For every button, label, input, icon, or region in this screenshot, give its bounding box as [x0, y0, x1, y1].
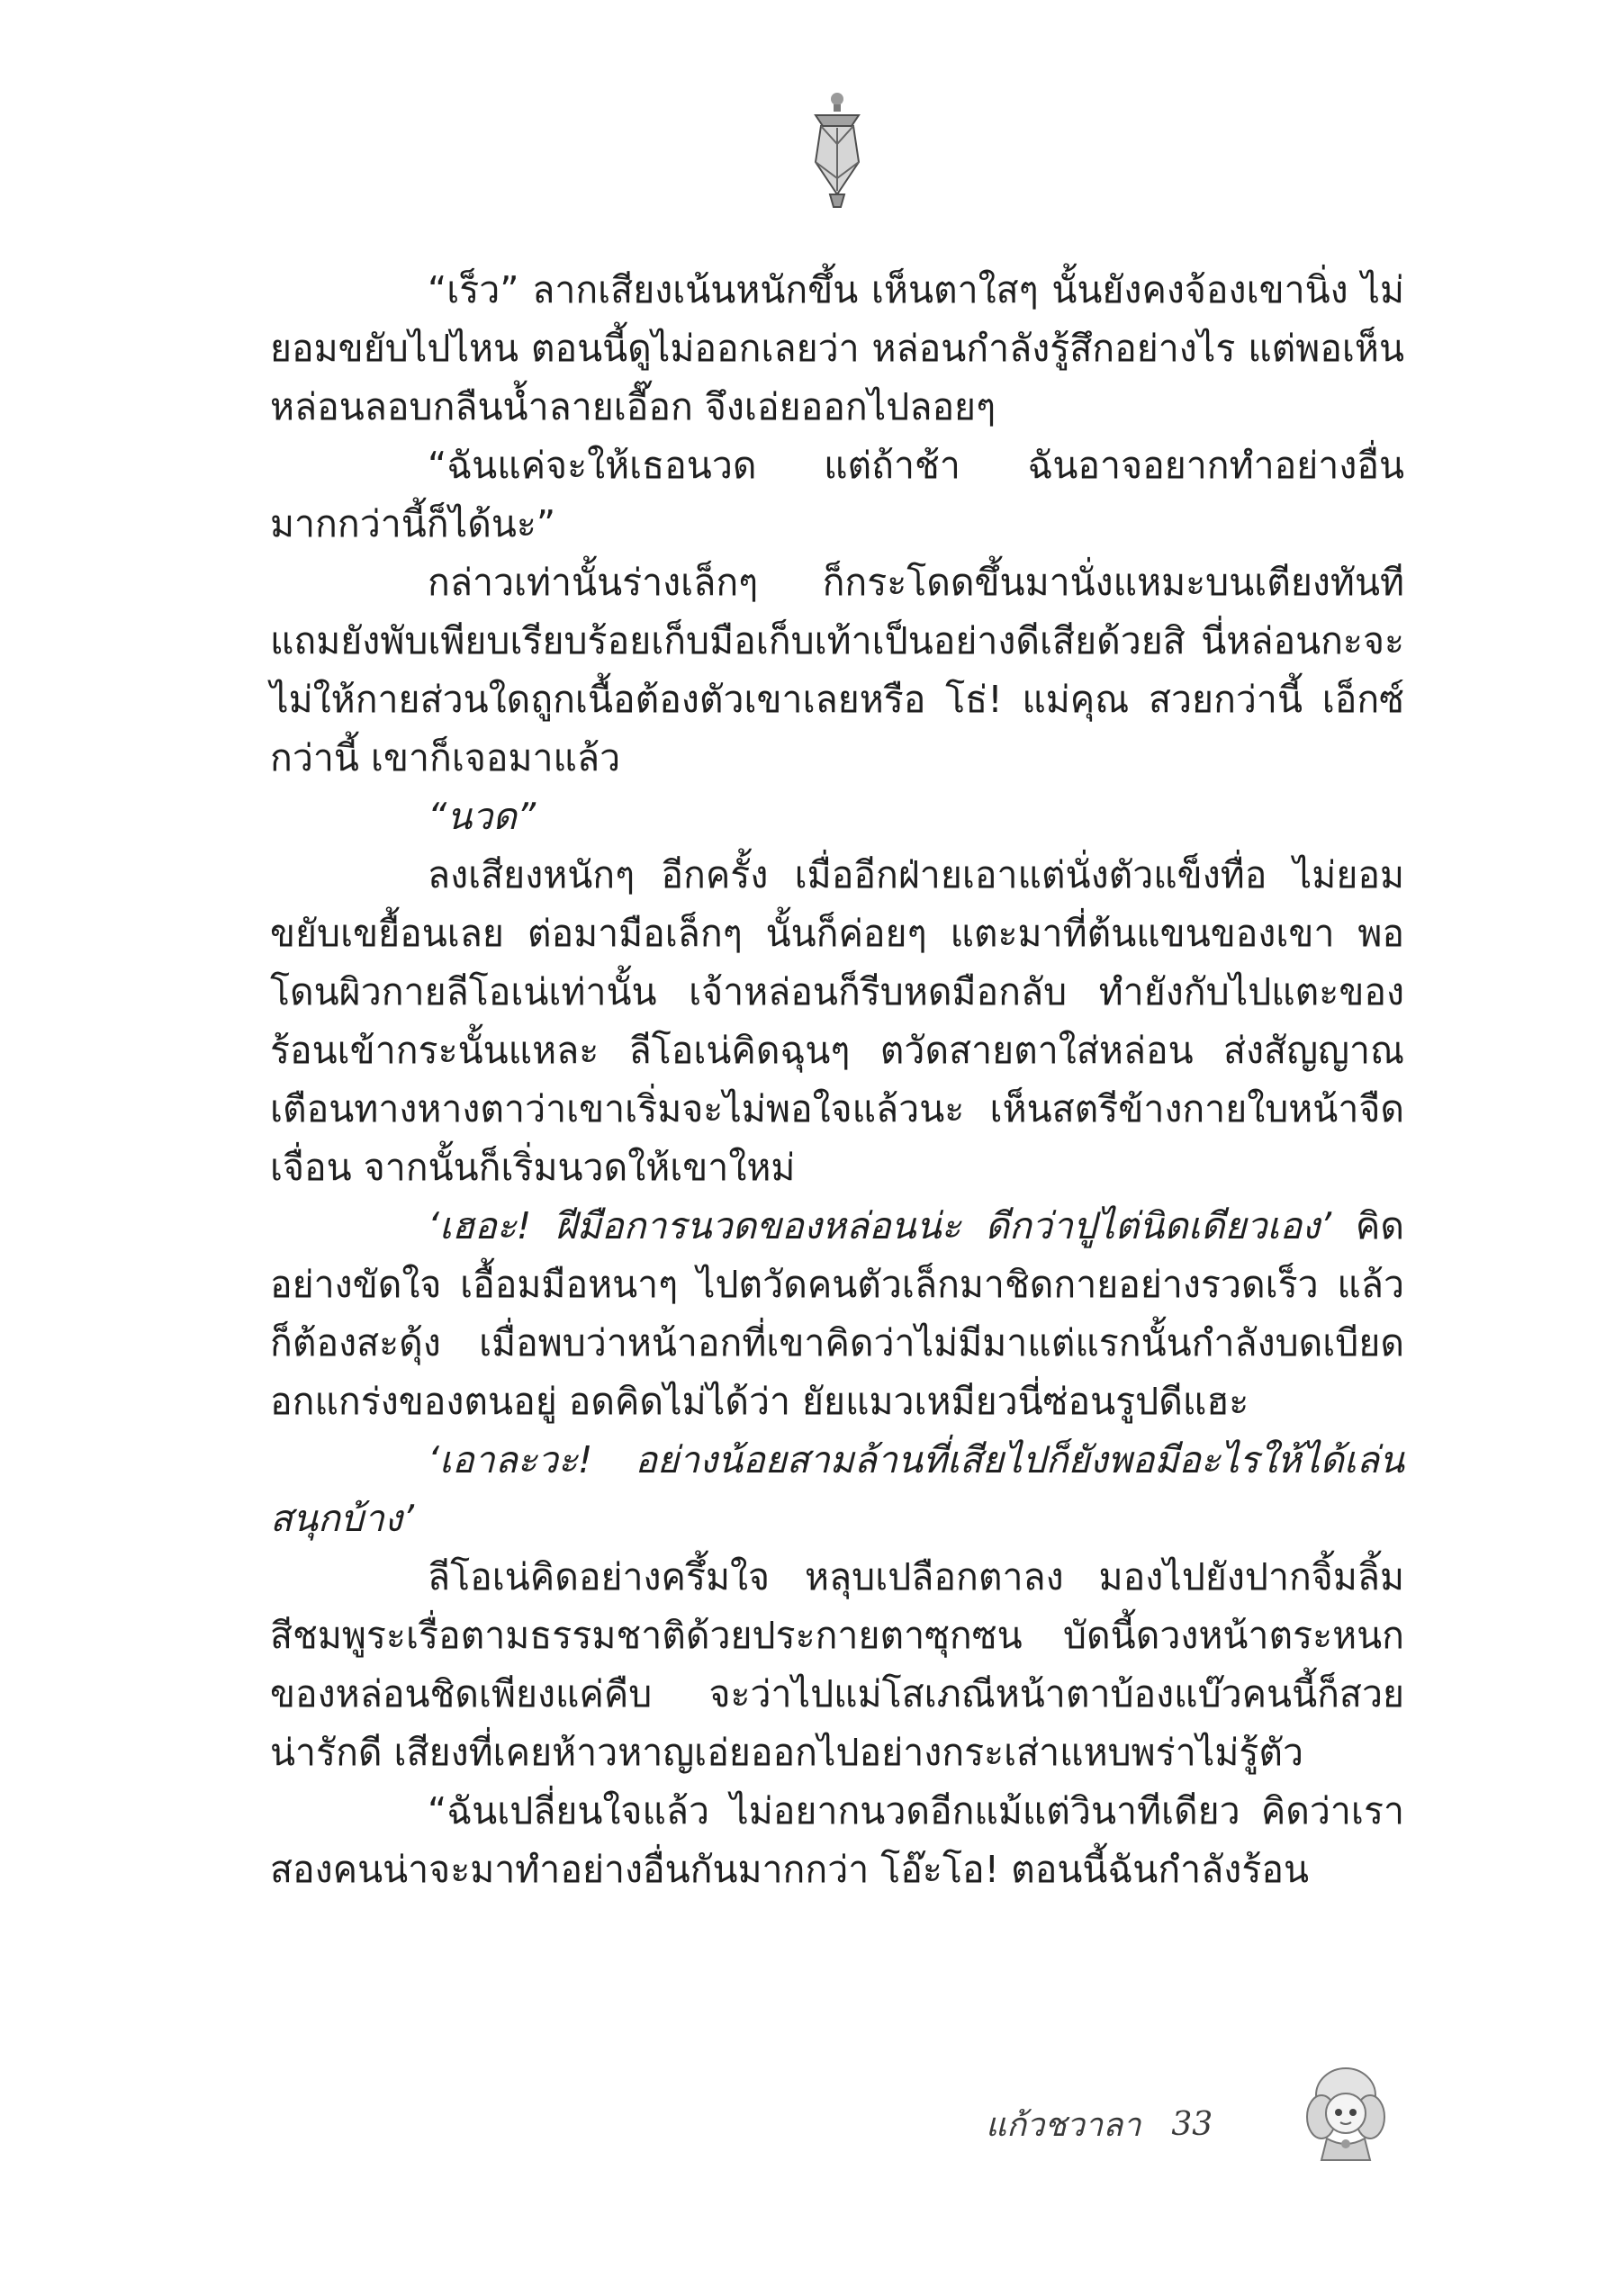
main-text [270, 261, 1404, 1899]
paragraph: กล่าวเท่านั้นร่างเล็กๆ ก็กระโดดขึ้นมานั่งแหมะบนเตียงทันที แถมยังพับเพียบเรียบร้อยเก็บมือเก็บเท้าเป็นอย่างดีเสียด้วยสิ นี่หล่อนกะจะไม่ให้กายส่วนใดถูกเนื้อต้องตัวเขาเลยหรือ โธ่! แม่คุณ สวยกว่านี้ เอ็กซ์กว่านี้ เขาก็เจอมาแล้ว [270, 561, 1404, 779]
paragraph: “ฉันเปลี่ยนใจแล้ว ไม่อยากนวดอีกแม้แต่วินาทีเดียว คิดว่าเราสองคนน่าจะมาทำอย่างอื่นกันมากกว่า โอ๊ะโอ! ตอนนี้ฉันกำลังร้อน [270, 1789, 1404, 1891]
paragraph: “ฉันแค่จะให้เธอนวด แต่ถ้าช้า ฉันอาจอยากทำอย่างอื่นมากกว่านี้ก็ได้นะ” [270, 444, 1404, 545]
paragraph-text: คิดอย่างขัดใจ เอื้อมมือหนาๆ ไปตวัดคนตัวเล็กมาชิดกายอย่างรวดเร็ว แล้วก็ต้องสะดุ้ง เมื่อพบว่าหน้าอกที่เขาคิดว่าไม่มีมาแต่แรกนั้นกำลังบดเบียดอกแกร่งของตนอยู่ อดคิดไม่ได้ว่า ยัยแมวเหมียวนี่ซ่อนรูปดีแฮะ [270, 1204, 1404, 1423]
thought-emphasis: ‘เฮอะ! ฝีมือการนวดของหล่อนน่ะ ดีกว่าปูไต่นิดเดียวเอง’ [428, 1204, 1332, 1247]
paragraph: ลงเสียงหนักๆ อีกครั้ง เมื่ออีกฝ่ายเอาแต่นั่งตัวแข็งทื่อ ไม่ยอมขยับเขยื้อนเลย ต่อมามือเล็กๆ นั้นก็ค่อยๆ แตะมาที่ต้นแขนของเขา พอโดนผิวกายลีโอเน่เท่านั้น เจ้าหล่อนก็รีบหดมือกลับ ทำยังกับไปแตะของร้อนเข้ากระนั้นแหละ ลีโอเน่คิดฉุนๆ ตวัดสายตาใส่หล่อน ส่งสัญญาณเตือนทางหางตาว่าเขาเริ่มจะไม่พอใจแล้วนะ เห็นสตรีข้างกายใบหน้าจืดเจื่อน จากนั้นก็เริ่มนวดให้เขาใหม่ [270, 853, 1404, 1189]
page-number: 33 [1171, 2105, 1213, 2143]
thought-emphasis: ‘เอาละวะ! อย่างน้อยสามล้านที่เสียไปก็ยังพอมีอะไรให้ได้เล่นสนุกบ้าง’ [270, 1438, 1404, 1540]
paragraph: ลีโอเน่คิดอย่างครึ้มใจ หลุบเปลือกตาลง มองไปยังปากจิ้มลิ้มสีชมพูระเรื่อตามธรรมชาติด้วยประกายตาซุกซน บัดนี้ดวงหน้าตระหนกของหล่อนชิดเพียงแค่คืบ จะว่าไปแม่โสเภณีหน้าตาบ้องแบ๊วคนนี้ก็สวยน่ารักดี เสียงที่เคยห้าวหาญเอ่ยออกไปอย่างกระเส่าแหบพร่าไม่รู้ตัว [270, 1555, 1404, 1774]
lantern-ornament-icon [801, 90, 873, 216]
anime-girl-mascot-icon [1296, 2061, 1395, 2169]
paragraph: “เร็ว” ลากเสียงเน้นหนักขึ้น เห็นตาใสๆ นั้นยังคงจ้องเขานิ่ง ไม่ยอมขยับไปไหน ตอนนี้ดูไม่ออกเลยว่า หล่อนกำลังรู้สึกอย่างไร แต่พอเห็นหล่อนลอบกลืนน้ำลายเอื๊อก จึงเอ่ยออกไปลอยๆ [270, 268, 1404, 428]
book-title: แก้วชวาลา [986, 2106, 1141, 2144]
paragraph [270, 1197, 1404, 1431]
emphasis-line: “นวด” [428, 795, 537, 838]
